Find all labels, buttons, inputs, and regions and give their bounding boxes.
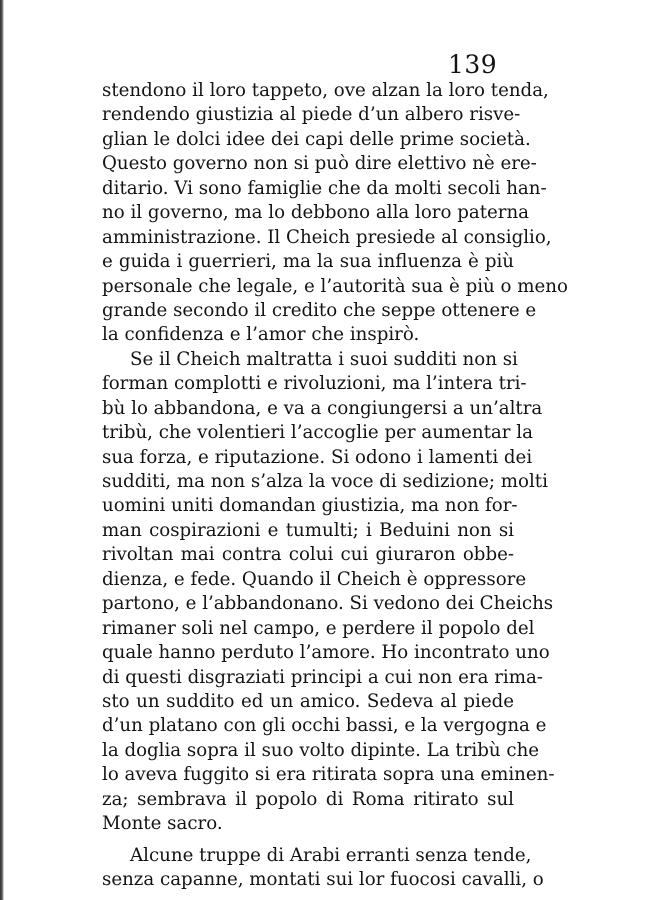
- paragraph-gap: [102, 837, 514, 844]
- text-line: d’un platano con gli occhi bassi, e la vergogna e: [102, 715, 547, 737]
- text-line: la confidenza e l’amor che inspirò.: [102, 324, 420, 346]
- text-line: forman complotti e rivoluzioni, ma l’intera tri-: [102, 373, 527, 395]
- text-line: senza capanne, montati sui lor fuocosi cavalli, o: [102, 869, 544, 890]
- text-line: bù lo abbandona, e va a congiungersi a un’altra: [102, 397, 543, 419]
- body-text: [102, 79, 568, 892]
- paragraph-3: [102, 844, 544, 893]
- text-line: partono, e l’abbandonano. Si vedono dei Cheichs: [102, 593, 554, 615]
- text-line: personale che legale, e l’autorità sua è più o meno: [102, 275, 568, 297]
- paragraph-2: [102, 348, 555, 837]
- text-line: amministrazione. Il Cheich presiede al consiglio,: [102, 226, 552, 248]
- text-line: rivoltan mai contra colui cui giuraron obbe-: [102, 544, 514, 566]
- text-line: grande secondo il credito che seppe ottenere e: [102, 299, 537, 321]
- text-line: la doglia sopra il suo volto dipinte. La tribù che: [102, 739, 540, 761]
- text-line: Monte sacro.: [102, 813, 223, 835]
- text-line: man cospirazioni e tumulti; i Beduini non si: [102, 519, 514, 541]
- page-number: 139: [448, 50, 498, 79]
- text-line: rimaner soli nel campo, e perdere il popolo del: [102, 617, 535, 639]
- text-line: stendono il loro tappeto, ove alzan la loro tenda,: [102, 80, 549, 101]
- text-line: uomini uniti domandan giustizia, ma non for-: [102, 495, 518, 517]
- page-spine-edge: [0, 0, 4, 900]
- text-line: ditario. Vi sono famiglie che da molti secoli han-: [102, 177, 547, 199]
- text-line: sto un suddito ed un amico. Sedeva al piede: [102, 690, 514, 712]
- paragraph-1: [102, 79, 568, 348]
- text-line: quale hanno perduto l’amore. Ho incontrato uno: [102, 642, 550, 664]
- text-line: tribù, che volentieri l’accoglie per aumentar la: [102, 422, 533, 444]
- text-line: di questi disgraziati principi a cui non era rima-: [102, 666, 543, 688]
- text-line: Questo governo non si può dire elettivo nè ere-: [102, 153, 537, 175]
- text-line: glian le dolci idee dei capi delle prime società.: [102, 128, 531, 150]
- text-line: lo aveva fuggito si era ritirata sopra una eminen-: [102, 764, 555, 786]
- text-line: e guida i guerrieri, ma la sua influenza è più: [102, 251, 514, 273]
- text-line: Alcune truppe di Arabi erranti senza tende,: [130, 844, 532, 866]
- text-line: za; sembrava il popolo di Roma ritirato sul: [102, 788, 514, 810]
- text-line: dienza, e fede. Quando il Cheich è oppressore: [102, 568, 527, 590]
- text-line: no il governo, ma lo debbono alla loro paterna: [102, 202, 530, 224]
- text-line: rendendo giustizia al piede d’un albero risve-: [102, 104, 521, 126]
- text-line: Se il Cheich maltratta i suoi sudditi non si: [130, 348, 518, 370]
- text-line: sudditi, ma non s’alza la voce di sedizione; molti: [102, 471, 548, 492]
- text-line: sua forza, e riputazione. Si odono i lamenti dei: [102, 446, 533, 468]
